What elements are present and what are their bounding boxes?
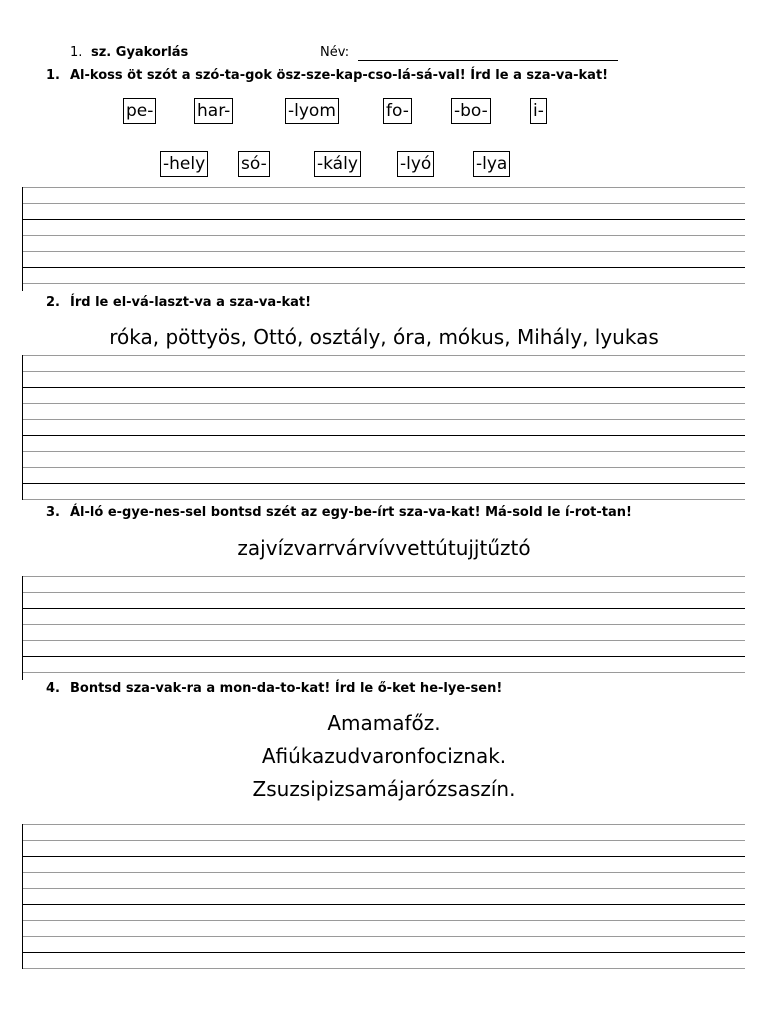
task-4-instruction: [46, 681, 502, 696]
syllable-box: -lya: [473, 151, 510, 177]
writing-lines-task-2[interactable]: [22, 355, 745, 500]
task-1-number: 1.: [46, 68, 60, 83]
name-label: Név:: [320, 45, 350, 60]
name-fill-line[interactable]: [358, 60, 618, 61]
task-3-instruction: [46, 505, 632, 520]
writing-lines-task-3[interactable]: [22, 576, 745, 680]
task-1-instruction: [46, 68, 608, 83]
writing-lines-task-1[interactable]: [22, 187, 745, 291]
syllable-box: -kály: [314, 151, 361, 177]
task-4-sentence: Amamafőz.: [327, 711, 441, 735]
task-3-joined-words: zajvízvarrvárvívvettútujjtűztó: [237, 536, 531, 560]
task-1-text: Al-koss öt szót a szó-ta-gok ösz-sze-kap-cso-lá-sá-val! Írd le a sza-va-kat!: [70, 68, 609, 83]
syllable-box: só-: [238, 151, 270, 177]
syllable-box: pe-: [123, 98, 156, 124]
task-3-text: Ál-ló e-gye-nes-sel bontsd szét az egy-be-írt sza-va-kat! Má-sold le í-rot-tan!: [70, 505, 632, 520]
syllable-box: -hely: [160, 151, 208, 177]
task-4-text: Bontsd sza-vak-ra a mon-da-to-kat! Írd le ő-ket he-lye-sen!: [70, 681, 503, 696]
task-4-sentence: Zsuzsipizsamájarózsaszín.: [252, 777, 516, 801]
task-2-text: Írd le el-vá-laszt-va a sza-va-kat!: [70, 295, 312, 310]
syllable-box: -lyó: [397, 151, 434, 177]
worksheet-header: [0, 45, 768, 65]
writing-lines-task-4[interactable]: [22, 824, 745, 969]
task-3-number: 3.: [46, 505, 60, 520]
syllable-box: har-: [194, 98, 233, 124]
syllable-box: fo-: [383, 98, 412, 124]
syllable-box: -lyom: [285, 98, 339, 124]
task-2-number: 2.: [46, 295, 60, 310]
task-2-word-list: róka, pöttyös, Ottó, osztály, óra, mókus, Mihály, lyukas: [109, 325, 659, 349]
worksheet-number: 1.: [70, 45, 83, 60]
task-4-number: 4.: [46, 681, 60, 696]
task-2-instruction: [46, 295, 311, 310]
syllable-box: -bo-: [451, 98, 491, 124]
worksheet-title: sz. Gyakorlás: [91, 45, 189, 60]
syllable-box: i-: [530, 98, 547, 124]
task-4-sentence: Afiúkazudvaronfociznak.: [261, 744, 507, 768]
